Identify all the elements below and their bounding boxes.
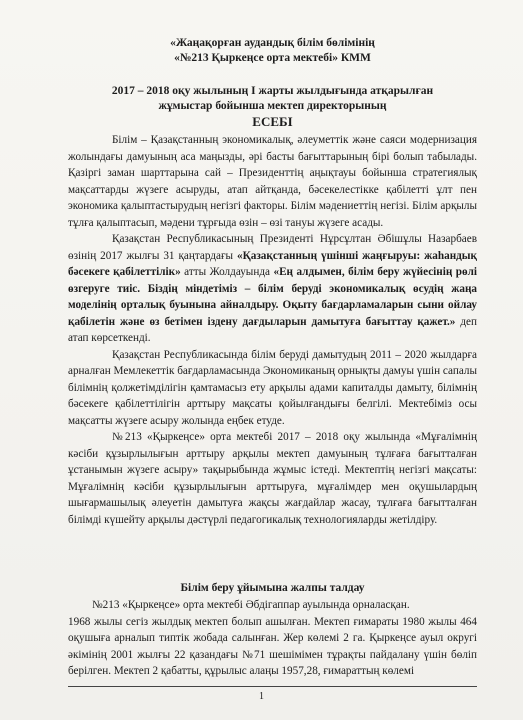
paragraph-2-part-a: Қазақстан Республикасының Президенті Нұрсұлтан Әбішұлы Назарбаев өзінің 2017 жылғы 31 қаңтардағы — [68, 233, 477, 262]
report-title-line-3: ЕСЕБІ — [252, 114, 293, 129]
paragraph-2-part-d: «Ең алдымен, білім беру жүйесінің рөлі өзгеруге тиіс. Біздің міндетіміз – білім беруді экономикалық өсудің жаңа моделінің орталық буынына айналдыру. Оқыту бағдарламаларын сыни ойлау қабілетін және өз бетімен іздену дағдыларын дамытуға бағыттау қажет.» — [68, 266, 477, 328]
section-title: Білім беру ұйымына жалпы талдау — [180, 582, 365, 594]
paragraph-4: №213 «Қыркеңсе» орта мектебі 2017 – 2018 оқу жылында «Мұғалімнің кәсіби құзырлылығын арттыру арқылы мектеп дамуының тұлғаға бағытталған ұстанымын жүзеге асыру» тақырыбында жұмыс істеді. Мектептің негізгі мақсаты: Мұғалімнің кәсіби құзырлылығын арттыруға, мұғалімдер мен оқушылардың шығармашылық әлеуетін дамытуға жақсы жағдайлар жасау, тұлғаға бағытталған білімді күшейту арқылы дәстүрлі педагогикалық технологияларды жетілдіру. — [68, 431, 477, 526]
section-paragraph-2: 1968 жылы сегіз жылдық мектеп болып ашылған. Мектеп ғимараты 1980 жылы 464 оқушыға арналып типтік жобада салынған. Жер көлемі 2 га. Қыркеңсе ауыл округі әкімінің 2001 жылғы 22 қазандағы №71 шешімімен тұрақты пайдалану үшін бөліп берілген. Мектеп 2 қабатты, құрылыс алаңы 1957,28, ғимараттың көлемі — [68, 615, 477, 677]
page-number: 1 — [259, 691, 264, 702]
report-title — [68, 84, 477, 129]
paragraph-3: Қазақстан Республикасында білім беруді дамытудың 2011 – 2020 жылдарға арналған Мемлекеттік бағдарламасында Экономиканың орнықты дамуы үшін сапалы білімнің қолжетімділігін қамтамасыз ету арқылы адами капиталды дамыту, білімнің бәсекеге қабілеттілігін арттыру мақсаты қойылғандығы белгілі. Мектебіміз осы мақсатты жүзеге асыру жолында еңбек етуде. — [68, 348, 477, 427]
paragraph-2-part-e: деп атап көрсеткенді. — [68, 315, 477, 344]
report-title-line-1: 2017 – 2018 оқу жылының I жарты жылдығында атқарылған — [111, 85, 434, 97]
paragraph-2-part-c: атты Жолдауында — [180, 266, 274, 278]
document-header — [68, 36, 477, 66]
section-paragraph-1: №213 «Қыркеңсе» орта мектебі Әбдігаппар ауылында орналасқан. — [92, 599, 410, 611]
report-body — [68, 132, 477, 528]
paragraph-2-part-b: «Қазақстанның үшінші жаңғыруы: жаһандық бәсекеге қабілеттілік» — [68, 249, 477, 278]
header-line-2: «№213 Қыркеңсе орта мектебі» КММ — [174, 52, 371, 64]
section-body — [68, 597, 477, 680]
header-line-1: «Жаңақорған аудандық білім бөлімінің — [170, 37, 375, 49]
paragraph-1: Білім – Қазақстанның экономикалық, әлеуметтік және саяси модернизация жолындағы дамуының аса маңызды, әрі басты бағыттарының бірі болып табылады. Қазіргі заман шарттарына сай – Президенттің аңықтауы бойынша стратегиялық мақсаттарды жүзеге асыруды, атап айтқанда, бәсекелестікке қабілетті ұлт пен экономика қалыптастырудың негізгі факторы. Білім мәдениеттің негізі. Білім арқылы тұлға қалыптасып, мәдени тұрғыда өзін – өзі тануы жүзеге асады. — [68, 134, 477, 229]
paragraph-2 — [68, 231, 477, 347]
footer-divider — [68, 686, 477, 687]
report-title-line-2: жұмыстар бойынша мектеп директорының — [158, 100, 387, 112]
